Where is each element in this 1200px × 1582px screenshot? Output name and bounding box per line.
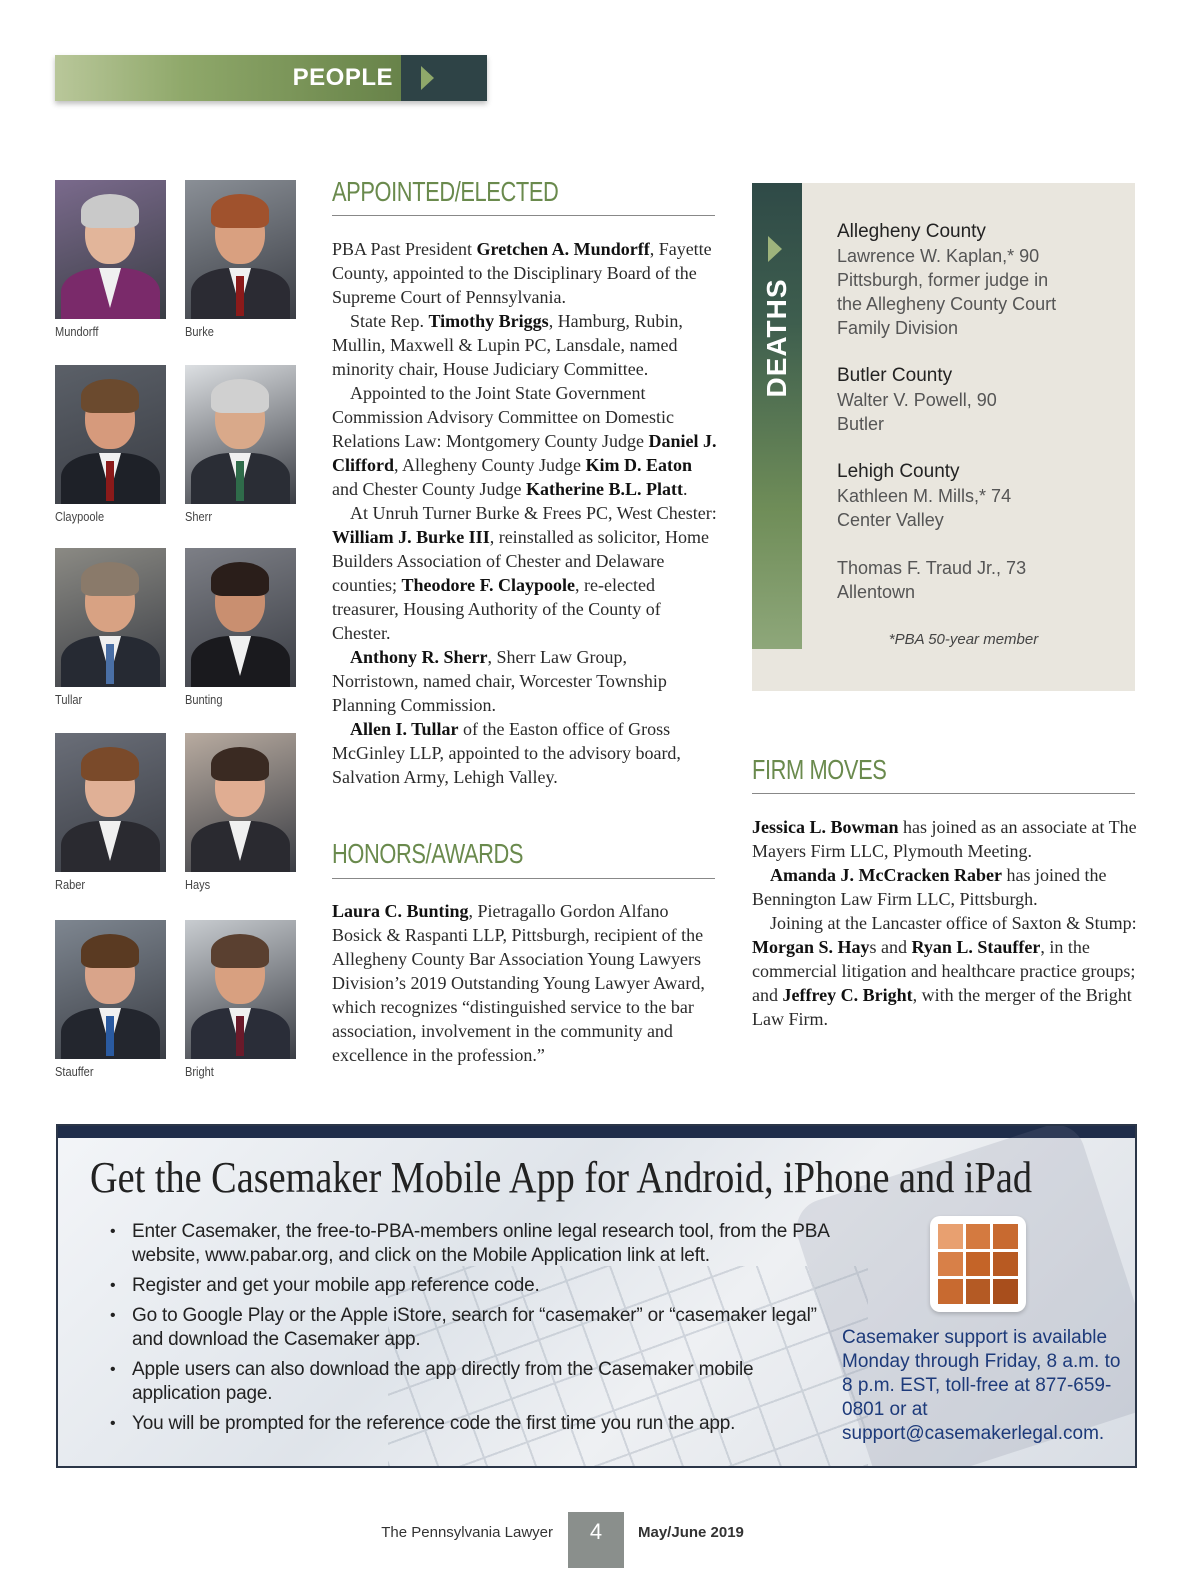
person-name: Daniel J. Clifford: [332, 431, 717, 475]
text-run: Appointed to the Joint State Government Commission Advisory Committee on Domestic Relations Law: Montgomery County Judge: [332, 383, 674, 451]
casemaker-ad: [56, 1124, 1137, 1468]
ad-bullet: • Apple users can also download the app directly from the Casemaker mobile application page.: [110, 1358, 830, 1406]
page-footer: [0, 1512, 1200, 1568]
text-run: and Chester County Judge: [332, 479, 526, 499]
honors-heading: HONORS/AWARDS: [332, 838, 524, 869]
logo-tile: [938, 1279, 963, 1304]
portrait-caption: Tullar: [55, 692, 83, 707]
footer-issue: May/June 2019: [638, 1524, 744, 1541]
ad-title: Get the Casemaker Mobile App for Android, iPhone and iPad: [90, 1153, 1032, 1202]
section-tab: [55, 55, 487, 101]
ad-bullet: • You will be prompted for the reference code the first time you run the app.: [110, 1412, 830, 1436]
text-run: At Unruh Turner Burke & Frees PC, West Chester:: [350, 503, 717, 523]
ad-bullet: • Go to Google Play or the Apple iStore, search for “casemaker” or “casemaker legal” and download the Casemaker app.: [110, 1304, 830, 1352]
appointed-rule: [332, 215, 715, 216]
portrait-photo: [185, 365, 296, 504]
death-detail: Thomas F. Traud Jr., 73: [837, 558, 1027, 578]
deaths-list: [837, 220, 1127, 628]
appointed-body: [332, 237, 717, 789]
casemaker-logo-icon: [930, 1216, 1026, 1312]
chevron-right-icon: [768, 236, 782, 262]
county-name: Allegheny County: [837, 221, 986, 242]
person-name: Allen I. Tullar: [350, 719, 459, 739]
text-run: .: [682, 479, 688, 499]
logo-tile: [993, 1252, 1018, 1277]
paragraph: [752, 815, 1137, 863]
text-run: , Allegheny County Judge: [394, 455, 586, 475]
text-run: , Fayette County, appointed to the Disciplinary Board of the Supreme Court of Pennsylvania.: [332, 239, 712, 307]
portrait-photo: [55, 920, 166, 1059]
text-run: , re-elected treasurer, Housing Authority of the County of Chester.: [332, 575, 661, 643]
portrait-photo: [55, 733, 166, 872]
paragraph: [332, 309, 717, 381]
text-run: , Pietragallo Gordon Alfano Bosick & Raspanti LLP, Pittsburgh, recipient of the Allegheny County Bar Association Young Lawyers Division’s 2019 Outstanding Young Lawyer Award, which recognizes “distinguished service to the bar association, involvement in the community and excellence in the profession.”: [332, 901, 705, 1065]
text-run: has joined as an associate at The Mayers Firm LLC, Plymouth Meeting.: [752, 817, 1137, 861]
text-run: , reinstalled as solicitor, Home Builders Association of Chester and Delaware counties;: [332, 527, 709, 595]
death-entry: [837, 460, 1127, 532]
portrait-caption: Bright: [185, 1064, 214, 1079]
death-detail: Center Valley: [837, 510, 944, 530]
death-detail: Allentown: [837, 582, 916, 602]
logo-tile: [966, 1252, 991, 1277]
text-run: Joining at the Lancaster office of Saxton & Stump:: [770, 913, 1137, 933]
county-name: Butler County: [837, 365, 953, 386]
text-run: , Hamburg, Rubin, Mullin, Maxwell & Lupin PC, Lansdale, named minority chair, House Judiciary Committee.: [332, 311, 683, 379]
death-entry: [837, 220, 1127, 340]
text-run: s and: [869, 937, 912, 957]
logo-tile: [966, 1224, 991, 1249]
death-entry: [837, 364, 1127, 436]
portrait-photo: [55, 180, 166, 319]
person-name: Anthony R. Sherr: [350, 647, 488, 667]
portrait-photo: [185, 180, 296, 319]
portrait-caption: Stauffer: [55, 1064, 94, 1079]
portrait-caption: Claypoole: [55, 509, 105, 524]
paragraph: [752, 863, 1137, 911]
paragraph: [752, 911, 1137, 1031]
portrait-caption: Raber: [55, 877, 86, 892]
portrait-caption: Sherr: [185, 509, 213, 524]
portrait-photo: [55, 548, 166, 687]
paragraph: [332, 501, 717, 645]
logo-tile: [938, 1224, 963, 1249]
logo-tile: [966, 1279, 991, 1304]
paragraph: [332, 899, 717, 1067]
portrait-caption: Bunting: [185, 692, 223, 707]
ad-support-text: Casemaker support is available Monday through Friday, 8 a.m. to 8 p.m. EST, toll-free at 877-659-0801 or at support@casemakerlegal.com.: [842, 1327, 1121, 1444]
text-run: has joined the Bennington Law Firm LLC, Pittsburgh.: [752, 865, 1107, 909]
ad-bullet: • Enter Casemaker, the free-to-PBA-members online legal research tool, from the PBA website, www.pabar.org, and click on the Mobile Application link at left.: [110, 1220, 830, 1268]
person-name: William J. Burke III: [332, 527, 490, 547]
portrait-caption: Burke: [185, 324, 214, 339]
portrait-photo: [55, 365, 166, 504]
person-name: Laura C. Bunting: [332, 901, 469, 921]
death-detail: Kathleen M. Mills,* 74: [837, 486, 1012, 506]
portrait-caption: Mundorff: [55, 324, 99, 339]
appointed-heading: APPOINTED/ELECTED: [332, 176, 559, 207]
firm-moves-body: [752, 815, 1137, 1031]
person-name: Katherine B.L. Platt: [525, 479, 683, 499]
portrait-caption: Hays: [185, 877, 211, 892]
paragraph: [332, 717, 717, 789]
deaths-label: DEATHS: [761, 278, 792, 398]
portrait-photo: [185, 920, 296, 1059]
person-name: Theodore F. Claypoole: [401, 575, 576, 595]
text-run: State Rep.: [350, 311, 429, 331]
death-detail: Family Division: [837, 318, 959, 338]
ad-bullet: • Register and get your mobile app reference code.: [110, 1274, 830, 1298]
firm-moves-heading: FIRM MOVES: [752, 754, 887, 785]
person-name: Jessica L. Bowman: [752, 817, 899, 837]
person-name: Ryan L. Stauffer: [911, 937, 1041, 957]
paragraph: [332, 645, 717, 717]
chevron-right-icon: [421, 66, 434, 90]
portrait-photo: [185, 548, 296, 687]
death-detail: Pittsburgh, former judge in: [837, 270, 1049, 290]
section-tab-marker: [401, 55, 487, 101]
logo-tile: [993, 1224, 1018, 1249]
death-entry: [837, 556, 1127, 604]
portrait-photo: [185, 733, 296, 872]
footer-page-number: 4: [568, 1512, 624, 1568]
text-run: of the Easton office of Gross McGinley LLP, appointed to the advisory board, Salvation Army, Lehigh Valley.: [332, 719, 681, 787]
logo-tile: [938, 1252, 963, 1277]
paragraph: [332, 237, 717, 309]
death-detail: Walter V. Powell, 90: [837, 390, 997, 410]
person-name: Kim D. Eaton: [585, 455, 693, 475]
person-name: Timothy Briggs: [428, 311, 549, 331]
deaths-footnote: *PBA 50-year member: [888, 631, 1039, 648]
paragraph: [332, 381, 717, 501]
person-name: Gretchen A. Mundorff: [476, 239, 650, 259]
person-name: Amanda J. McCracken Raber: [770, 865, 1002, 885]
section-tab-label: PEOPLE: [292, 64, 393, 91]
firm-moves-rule: [752, 793, 1135, 794]
person-name: Jeffrey C. Bright: [782, 985, 913, 1005]
death-detail: Butler: [837, 414, 885, 434]
honors-body: [332, 899, 717, 1067]
logo-tile: [993, 1279, 1018, 1304]
text-run: PBA Past President: [332, 239, 477, 259]
person-name: Morgan S. Hay: [752, 937, 870, 957]
text-run: , with the merger of the Bright Law Firm.: [752, 985, 1132, 1029]
county-name: Lehigh County: [837, 461, 960, 482]
ad-bullet-list: [110, 1220, 830, 1442]
text-run: , in the commercial litigation and healthcare practice groups; and: [752, 937, 1136, 1005]
text-run: , Sherr Law Group, Norristown, named chair, Worcester Township Planning Commission.: [332, 647, 667, 715]
death-detail: Lawrence W. Kaplan,* 90: [837, 246, 1040, 266]
ad-top-bar: [58, 1126, 1135, 1138]
honors-rule: [332, 878, 715, 879]
footer-publication: The Pennsylvania Lawyer: [381, 1524, 553, 1541]
death-detail: the Allegheny County Court: [837, 294, 1057, 314]
